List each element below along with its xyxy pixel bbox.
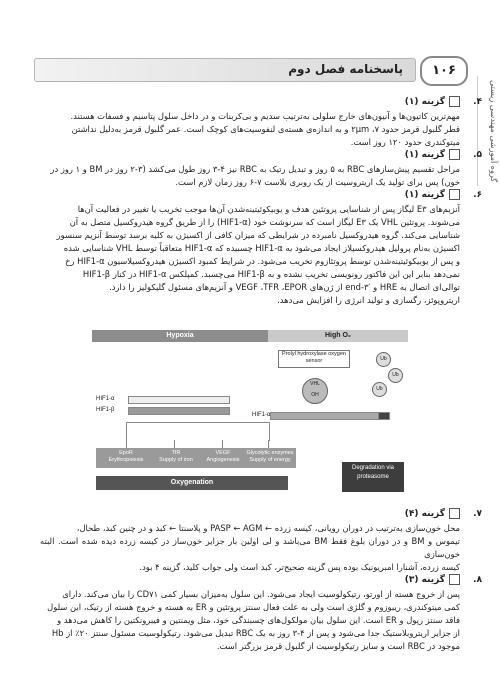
question-6 (40, 189, 482, 307)
answer-label: گزینه (۴) (40, 508, 460, 521)
question-4 (40, 96, 482, 149)
hif-alpha-label-2: HIF1-α (252, 412, 271, 418)
answers-part-2 (40, 508, 482, 653)
figure-top-bar (92, 330, 408, 342)
high-o2-label: High O₂ (268, 330, 408, 342)
bracket-tick (174, 440, 175, 448)
gene-box-vegf: VEGF Angiogenesis (196, 448, 250, 468)
vhl-complex: VHL OH (302, 378, 328, 404)
hif-beta-label: HIF1-β (96, 407, 115, 413)
question-5 (40, 149, 482, 189)
gene-box-tfr: TfR Supply of iron (148, 448, 204, 468)
answer-label: گزینه (۱) (40, 149, 460, 162)
answer-label: گزینه (۳) (40, 574, 460, 587)
ubiquitin-icon: Ub (376, 352, 391, 367)
checkbox-icon (449, 574, 460, 585)
answers-part-1 (40, 96, 482, 307)
checkbox-icon (449, 96, 460, 107)
question-7 (40, 508, 482, 574)
checkbox-icon (449, 189, 460, 200)
degradation-box: Degradation via proteasome (342, 462, 404, 492)
header-bar (34, 58, 416, 82)
hif-figure (92, 330, 408, 498)
question-number: ۵. (473, 150, 482, 160)
hif-alpha-label: HIF1-α (96, 396, 115, 402)
answer-text: آنزیم‌های E۳ لیگاز پس از شناسایی پروتئین هدف و یوبیکوئیتینه‌شدن آن‌ها موجب تخریب یا تغییر در فعالیت آن‌ها می‌شوند. پروتئین VHL یک E۳ لیگاز است که سرنوشت خود (HIF1-α) را از طریق گروه هیدروکسیل متصل به آن شناسایی می‌کند. گروه هیدروکسیل نامبرده در شرایطی که میزان کافی از اکسیژن به کلیه برسد توسط آنزیم سنسور اکسیژن به‌نام پرولیل هیدروکسیلاز ایجاد می‌شود به HIF1-α چسبیده که HIF1-α متعاقباً توسط VHL شناسایی شده و پس از یوبیکوئیتینه‌شدن توسط پروتئازوم تخریب می‌شود. در شرایط کمبود اکسیژن هیدروکسیلاسیون HIF1-α رخ نمی‌دهد بنابر این این فاکتور رونویسی تخریب نشده و به HIF1-β می‌چسبد. کمپلکس HIF1-α در کنار HIF1-β توالی‌ای اتصال به HRE و ′۳-end از ژن‌های VEGF ،TFR ،EPOR و آنزیم‌های مسئول گلیکولیز را دارد. اریتروپوئز، رگسازی و تولید انرژی را افزایش می‌دهد. (56, 204, 460, 305)
bracket-tick (126, 440, 127, 448)
chapter-title: پاسخنامه فصل دوم (288, 62, 403, 76)
ubiquitin-icon: Ub (388, 368, 403, 383)
answer-text: پس از خروج هسته از اورتو، رتیکولوسیت ایجاد می‌شود. این سلول به‌میزان بسیار کمی CD۷۱ را بیان می‌کند. دارای کمی میتوکندری، ریبوزوم و گلژی است ولی به علت فعال سنتز پروتئین و ER به هسته و خروج هسته از رتیک، این سلول فاقد سنتز رپول و ER است. این سلول بیان مولکول‌های چسبندگی خود، مثل ویمنتین و فیبرونکتین را کاهش می‌دهد و از جزایر اریتروبلاستیک جدا می‌شود و پس از ۴-۳ روز به یک RBC تبدیل می‌شود. رتیکولوسیت مسئول سنتز ۲۰٪ از Hb موجود در RBC است و سایز رتیکولوسیت از گلبول قرمز بزرگتر است. (47, 589, 460, 651)
oxygenation-bar: Oxygenation (96, 476, 288, 490)
question-number: ۶. (473, 190, 482, 200)
prolyl-sensor: Prolyl hydroxylase oxygen sensor (278, 350, 350, 368)
bracket-tick (268, 440, 269, 448)
question-number: ۷. (473, 509, 482, 519)
ubiquitin-icon: Ub (372, 382, 387, 397)
answer-text: مهم‌ترین کاتیون‌ها و آنیون‌های خارج سلولی به‌ترتیب سدیم و بی‌کربنات و در داخل سلول پتاسیم و فسفات هستند. قطر گلبول قرمز حدود ۲μm ،۷ و به اندازه‌ی هسته‌ی لنفوسیت‌های کوچک است. عمر گلبول قرمز به‌دلیل نداشتن میتوکندری حدود ۱۲۰ روز است. (70, 111, 460, 147)
page-number: ۱۰۶ (420, 56, 468, 86)
question-8 (40, 574, 482, 653)
question-number: ۴. (473, 97, 482, 107)
answer-text: محل خون‌سازی به‌ترتیب در دوران رویانی، کیسه زرده ← PASP ← AGM و پلاسنتا ← کبد و در چنین کبد، طحال، تیموس و BM و در دوران بلوغ فقط BM می‌باشد و لی اولین بار جزایر خون‌ساز در کیسه زرده دیده شده است. البته خون‌سازی کیسه زرده، آشنارا امبریونیک بوده پس گزینه صحیح‌تر، کبد است ولی جواب کلید، گزینه ۴ بود. (40, 523, 460, 572)
checkbox-icon (449, 149, 460, 160)
hif-alpha-tail (378, 412, 390, 420)
hypoxia-label: Hypoxia (92, 330, 268, 342)
checkbox-icon (449, 508, 460, 519)
page-header (34, 58, 470, 88)
gene-bracket (126, 422, 270, 441)
answer-text: مراحل تقسیم پیش‌سازهای RBC به ۵ روز و تبدیل رتیک به RBC نیز ۴-۳ روز طول می‌کشد (۳-۲ روز در BM و ۱ روز در خون) پس برای تولید یک اریتروسیت از یک روبری بلاست ۷-۶ روز زمان لازم است. (50, 164, 460, 187)
hif-alpha-bar-2 (270, 412, 380, 420)
answer-label: گزینه (۱) (40, 96, 460, 109)
hif-alpha-bar (128, 396, 230, 404)
gene-box-epor: EpoR Erythropoiesis (96, 448, 156, 468)
answer-label: گزینه (۱) (40, 189, 460, 202)
bracket-tick (222, 440, 223, 448)
gene-box-glycolytic: Glycolytic enzymes Supply of energy (244, 448, 296, 468)
side-tab: گروه آموزشی مهندسی زیستی (477, 76, 498, 186)
question-number: ۸. (473, 575, 482, 585)
hif-beta-bar (128, 407, 230, 415)
